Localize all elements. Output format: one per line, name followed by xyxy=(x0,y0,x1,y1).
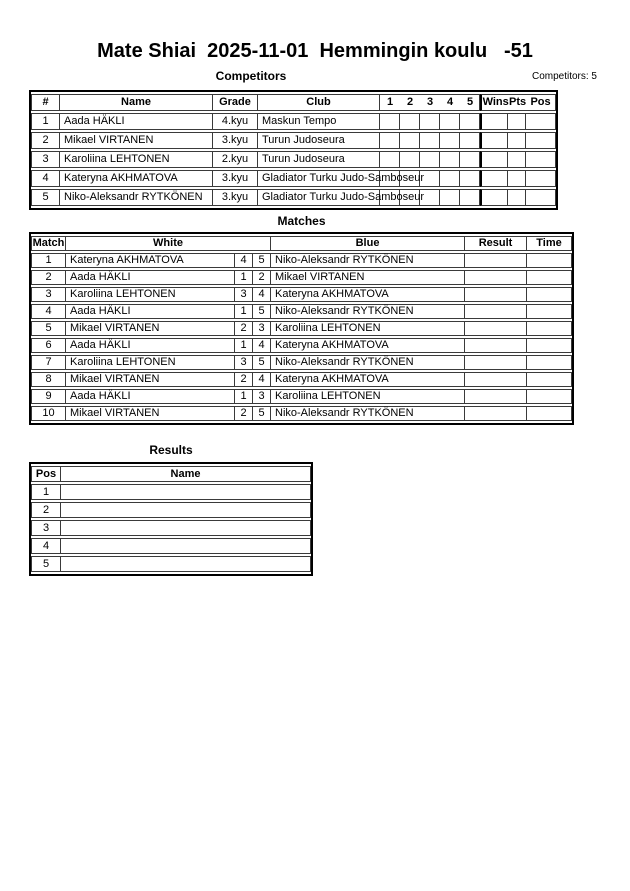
competitor-number-cell: 5 xyxy=(31,189,60,206)
wins-cell xyxy=(480,132,508,149)
result-row xyxy=(31,520,311,536)
competitor-name-cell: Karoliina LEHTONEN xyxy=(60,151,213,168)
competitor-name-cell: Mikael VIRTANEN xyxy=(60,132,213,149)
competitor-name-cell: Aada HÄKLI xyxy=(60,113,213,130)
time-cell xyxy=(527,372,572,387)
white-num-cell: 1 xyxy=(235,304,253,319)
result-name-cell xyxy=(61,484,311,500)
blue-num-cell: 4 xyxy=(253,287,271,302)
match-row xyxy=(31,338,572,353)
time-cell xyxy=(527,355,572,370)
pos-cell xyxy=(526,189,556,206)
pts-cell xyxy=(508,113,526,130)
match-number-cell: 7 xyxy=(31,355,66,370)
result-cell xyxy=(465,287,527,302)
result-cell xyxy=(465,372,527,387)
round-cell xyxy=(440,113,460,130)
white-name-cell: Aada HÄKLI xyxy=(66,270,235,285)
round-cell xyxy=(460,189,480,206)
round-cell xyxy=(440,189,460,206)
matches-section-title: Matches xyxy=(277,214,326,228)
match-row xyxy=(31,321,572,336)
blue-num-cell: 4 xyxy=(253,372,271,387)
round-cell xyxy=(420,113,440,130)
match-row xyxy=(31,406,572,421)
blue-num-cell: 4 xyxy=(253,338,271,353)
competitor-club-cell: Turun Judoseura xyxy=(258,132,380,149)
result-name-cell xyxy=(61,520,311,536)
match-row xyxy=(31,389,572,404)
page-title: Mate Shiai 2025-11-01 Hemmingin koulu -51 xyxy=(97,40,533,62)
round-cell xyxy=(400,151,420,168)
time-cell xyxy=(527,321,572,336)
round-cell xyxy=(420,151,440,168)
white-num-cell: 2 xyxy=(235,372,253,387)
blue-name-cell: Niko-Aleksandr RYTKÖNEN xyxy=(271,304,465,319)
blue-name-cell: Niko-Aleksandr RYTKÖNEN xyxy=(271,406,465,421)
round-cell xyxy=(460,151,480,168)
result-row xyxy=(31,538,311,554)
competitor-number-cell: 1 xyxy=(31,113,60,130)
wins-cell xyxy=(480,170,508,187)
pts-cell xyxy=(508,189,526,206)
competitor-club-cell: Gladiator Turku Judo-Samboseur xyxy=(258,170,380,187)
match-number-cell: 3 xyxy=(31,287,66,302)
pos-cell xyxy=(526,132,556,149)
white-name-cell: Aada HÄKLI xyxy=(66,304,235,319)
header-name: Name xyxy=(60,94,213,111)
wins-cell xyxy=(480,189,508,206)
blue-name-cell: Kateryna AKHMATOVA xyxy=(271,338,465,353)
result-cell xyxy=(465,321,527,336)
header-white: White xyxy=(66,236,271,251)
header-blue: Blue xyxy=(271,236,465,251)
time-cell xyxy=(527,270,572,285)
white-num-cell: 1 xyxy=(235,389,253,404)
header-match: Match xyxy=(32,237,65,249)
white-name-cell: Aada HÄKLI xyxy=(66,389,235,404)
time-cell xyxy=(527,253,572,268)
white-name-cell: Aada HÄKLI xyxy=(66,338,235,353)
white-num-cell: 2 xyxy=(235,406,253,421)
result-name-cell xyxy=(61,556,311,572)
round-cell xyxy=(460,113,480,130)
result-pos-cell: 3 xyxy=(31,520,61,536)
blue-num-cell: 3 xyxy=(253,389,271,404)
white-num-cell: 2 xyxy=(235,321,253,336)
round-cell xyxy=(380,132,400,149)
competitor-number-cell: 3 xyxy=(31,151,60,168)
round-cell xyxy=(440,170,460,187)
header-club: Club xyxy=(258,94,380,111)
competitor-grade-cell: 3.kyu xyxy=(213,189,258,206)
white-name-cell: Mikael VIRTANEN xyxy=(66,406,235,421)
white-num-cell: 3 xyxy=(235,355,253,370)
match-row xyxy=(31,372,572,387)
pos-cell xyxy=(526,113,556,130)
time-cell xyxy=(527,338,572,353)
blue-name-cell: Mikael VIRTANEN xyxy=(271,270,465,285)
result-row xyxy=(31,556,311,572)
header-name: Name xyxy=(61,466,311,482)
result-pos-cell: 2 xyxy=(31,502,61,518)
header-wins: Wins xyxy=(482,96,509,108)
match-number-cell: 8 xyxy=(31,372,66,387)
matches-table xyxy=(29,232,574,425)
time-cell xyxy=(527,304,572,319)
round-cell xyxy=(440,132,460,149)
header-round-3: 3 xyxy=(426,96,434,108)
white-num-cell: 1 xyxy=(235,338,253,353)
blue-num-cell: 3 xyxy=(253,321,271,336)
white-name-cell: Kateryna AKHMATOVA xyxy=(66,253,235,268)
header-pos: Pos xyxy=(31,466,61,482)
competitors-table xyxy=(29,90,558,210)
blue-name-cell: Niko-Aleksandr RYTKÖNEN xyxy=(271,355,465,370)
competitor-grade-cell: 4.kyu xyxy=(213,113,258,130)
result-cell xyxy=(465,253,527,268)
white-name-cell: Karoliina LEHTONEN xyxy=(66,355,235,370)
result-cell xyxy=(465,389,527,404)
result-name-cell xyxy=(61,502,311,518)
white-num-cell: 4 xyxy=(235,253,253,268)
white-name-cell: Mikael VIRTANEN xyxy=(66,372,235,387)
competitor-row xyxy=(31,170,556,187)
competitor-number-cell: 2 xyxy=(31,132,60,149)
time-cell xyxy=(527,287,572,302)
blue-num-cell: 5 xyxy=(253,253,271,268)
white-name-cell: Karoliina LEHTONEN xyxy=(66,287,235,302)
result-row xyxy=(31,502,311,518)
match-number-cell: 9 xyxy=(31,389,66,404)
blue-name-cell: Kateryna AKHMATOVA xyxy=(271,287,465,302)
competitor-club-cell: Turun Judoseura xyxy=(258,151,380,168)
blue-name-cell: Kateryna AKHMATOVA xyxy=(271,372,465,387)
header-rounds xyxy=(380,94,480,111)
round-cell xyxy=(460,170,480,187)
competitor-row xyxy=(31,113,556,130)
blue-num-cell: 5 xyxy=(253,406,271,421)
round-cell xyxy=(460,132,480,149)
header-round-4: 4 xyxy=(446,96,454,108)
pos-cell xyxy=(526,151,556,168)
competitor-row xyxy=(31,151,556,168)
wins-cell xyxy=(480,113,508,130)
result-pos-cell: 4 xyxy=(31,538,61,554)
pos-cell xyxy=(526,170,556,187)
competitor-name-cell: Niko-Aleksandr RYTKÖNEN xyxy=(60,189,213,206)
header-round-1: 1 xyxy=(386,96,394,108)
header-round-5: 5 xyxy=(466,96,474,108)
round-cell xyxy=(440,151,460,168)
white-num-cell: 1 xyxy=(235,270,253,285)
competitor-club-cell: Gladiator Turku Judo-Samboseur xyxy=(258,189,380,206)
competitor-number-cell: 4 xyxy=(31,170,60,187)
match-number-cell: 1 xyxy=(31,253,66,268)
pts-cell xyxy=(508,170,526,187)
blue-num-cell: 5 xyxy=(253,304,271,319)
white-name-cell: Mikael VIRTANEN xyxy=(66,321,235,336)
competitor-grade-cell: 3.kyu xyxy=(213,132,258,149)
pts-cell xyxy=(508,132,526,149)
result-cell xyxy=(465,304,527,319)
competitors-count: Competitors: 5 xyxy=(531,71,597,82)
round-cell xyxy=(380,151,400,168)
round-cell xyxy=(400,113,420,130)
competitors-section-title: Competitors xyxy=(215,69,287,83)
competitors-header-row xyxy=(31,94,556,111)
round-cell xyxy=(400,132,420,149)
header-number: # xyxy=(31,94,60,111)
match-number-cell: 5 xyxy=(31,321,66,336)
match-number-cell: 6 xyxy=(31,338,66,353)
round-cell xyxy=(420,132,440,149)
result-name-cell xyxy=(61,538,311,554)
pts-cell xyxy=(508,151,526,168)
header-pos: Pos xyxy=(530,96,551,108)
header-result: Result xyxy=(465,236,527,251)
blue-num-cell: 5 xyxy=(253,355,271,370)
competitor-grade-cell: 3.kyu xyxy=(213,170,258,187)
round-cell xyxy=(380,113,400,130)
blue-num-cell: 2 xyxy=(253,270,271,285)
match-row xyxy=(31,355,572,370)
match-number-cell: 2 xyxy=(31,270,66,285)
matches-header-row xyxy=(31,236,572,251)
results-table xyxy=(29,462,313,576)
result-row xyxy=(31,484,311,500)
competitor-grade-cell: 2.kyu xyxy=(213,151,258,168)
match-row xyxy=(31,304,572,319)
time-cell xyxy=(527,389,572,404)
competitor-name-cell: Kateryna AKHMATOVA xyxy=(60,170,213,187)
match-number-cell: 4 xyxy=(31,304,66,319)
header-grade: Grade xyxy=(213,94,258,111)
result-cell xyxy=(465,270,527,285)
result-cell xyxy=(465,406,527,421)
competitor-row xyxy=(31,189,556,206)
time-cell xyxy=(527,406,572,421)
white-num-cell: 3 xyxy=(235,287,253,302)
header-round-2: 2 xyxy=(406,96,414,108)
match-row xyxy=(31,287,572,302)
header-pts: Pts xyxy=(509,96,527,108)
match-number-cell: 10 xyxy=(31,406,66,421)
blue-name-cell: Karoliina LEHTONEN xyxy=(271,389,465,404)
blue-name-cell: Karoliina LEHTONEN xyxy=(271,321,465,336)
result-pos-cell: 5 xyxy=(31,556,61,572)
wins-cell xyxy=(480,151,508,168)
match-row xyxy=(31,253,572,268)
competitor-club-cell: Maskun Tempo xyxy=(258,113,380,130)
result-cell xyxy=(465,355,527,370)
competitor-row xyxy=(31,132,556,149)
header-time: Time xyxy=(527,236,572,251)
match-row xyxy=(31,270,572,285)
results-header-row xyxy=(31,466,311,482)
header-score-group xyxy=(480,94,556,111)
result-pos-cell: 1 xyxy=(31,484,61,500)
result-cell xyxy=(465,338,527,353)
results-section-title: Results xyxy=(149,443,193,457)
blue-name-cell: Niko-Aleksandr RYTKÖNEN xyxy=(271,253,465,268)
